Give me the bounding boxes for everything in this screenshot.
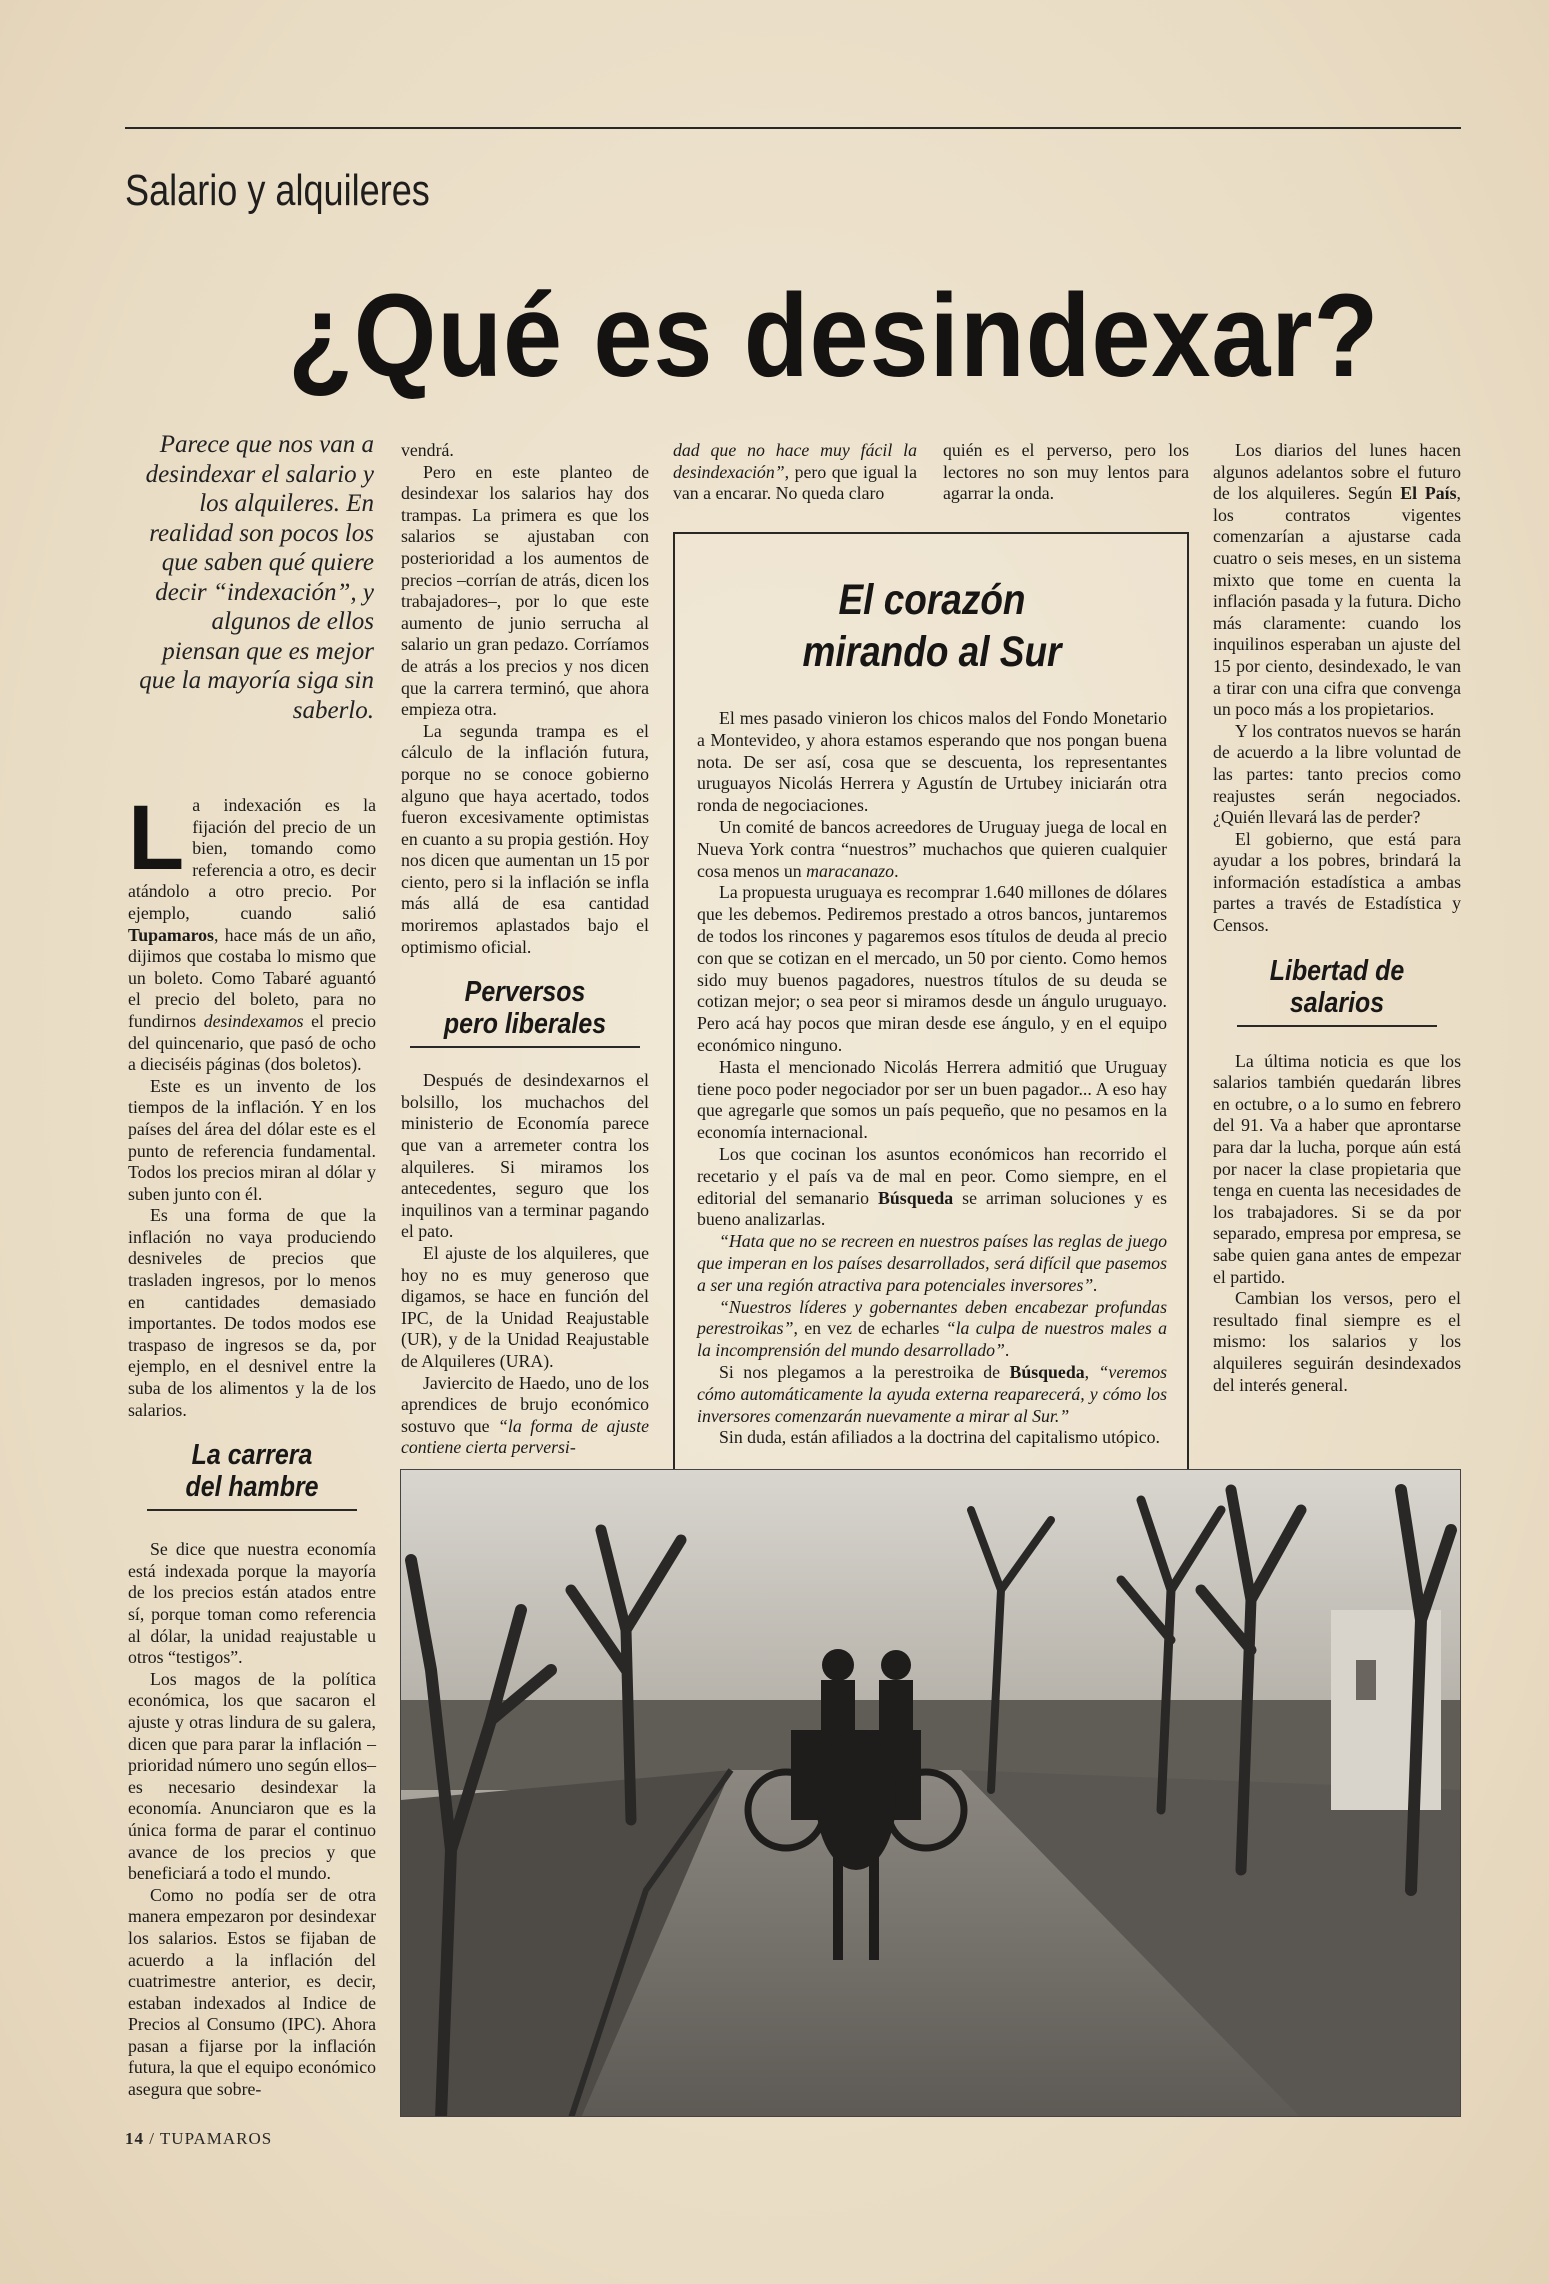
quote: “Nuestros líderes y gobernantes deben encabezar profundas perestroikas”, en vez de echarles “la culpa de nuestros males a la incomprensión del mundo desarrollado”. bbox=[697, 1296, 1168, 1361]
paragraph: El gobierno, que está para ayudar a los pobres, brindará la información estadística a ambas partes a través de Estadística y Censos. bbox=[1213, 828, 1461, 936]
paragraph: Sin duda, están afiliados a la doctrina del capitalismo utópico. bbox=[719, 1427, 1160, 1448]
footer-separator: / bbox=[144, 2129, 160, 2148]
paragraph: quién es el perverso, pero los lectores no son muy lentos para agarrar la onda. bbox=[943, 440, 1189, 504]
paragraph: Hasta el mencionado Nicolás Herrera admitió que Uruguay tiene poco poder negociador por ser un buen pagador... A eso hay que agregarle que somos un país pequeño, que no pesamos en la economía internacional. bbox=[697, 1056, 1167, 1143]
paragraph: Es una forma de que la inflación no vaya produciendo desniveles de precios que trasladen ingresos, por lo menos en cantidades demasiado importantes. De todos modos ese traspaso de ingresos se da, por ejemplo, en el desnivel entre la suba de los alimentos y la de los salarios. bbox=[128, 1205, 376, 1420]
section-title: Salario y alquileres bbox=[125, 166, 430, 215]
subhead-libertad: Libertad de salarios bbox=[1213, 955, 1461, 1027]
subhead-carrera: La carrera del hambre bbox=[128, 1439, 376, 1511]
paragraph: La segunda trampa es el cálculo de la inflación futura, porque no se conoce gobierno alguno que haya acertado, todos fueron excesivamente optimistas en cuanto a su propia gestión. Hoy nos dicen que aumentan un 15 por ciento, pero si la inflación se infla más allá de esa cantidad moriremos aplastados bajo el optimismo oficial. bbox=[401, 720, 649, 957]
box-body bbox=[697, 708, 1167, 1449]
subhead-perversos: Perversos pero liberales bbox=[401, 976, 649, 1048]
paragraph: La propuesta uruguaya es recomprar 1.640 millones de dólares que les debemos. Pediremos prestado a otros bancos, juntaremos de todos los rincones y pagaremos esos títulos de deuda al precio con que se cotizan en el mercado, un 50 por ciento. Como hemos sido muy buenos pagadores, nuestros títulos de su deuda se cotizan mejor; o sea peor si miramos desde un ángulo uruguayo. Pero acá hay pocos que miran desde ese ángulo, y en el equipo económico ninguno. bbox=[697, 882, 1167, 1055]
paragraph: Javiercito de Haedo, uno de los aprendices de brujo económico sostuvo que “la forma de ajuste contiene cierta perversi- bbox=[401, 1372, 650, 1458]
paragraph: Cambian los versos, pero el resultado final siempre es el mismo: los salarios y los alquileres seguirán desindexados del interés general. bbox=[1213, 1288, 1461, 1395]
column-2 bbox=[401, 440, 649, 1459]
column-5 bbox=[1213, 440, 1461, 1396]
paragraph: Un comité de bancos acreedores de Uruguay juega de local en Nueva York contra “nuestros” muchachos que quieren cualquier cosa menos un maracanazo. bbox=[697, 816, 1167, 881]
paragraph: El ajuste de los alquileres, que hoy no es muy generoso que digamos, se hace en función del IPC, de la Unidad Reajustable (UR), y de la Unidad Reajustable de Alquileres (URA). bbox=[401, 1243, 649, 1371]
paragraph: vendrá. bbox=[401, 440, 454, 460]
street-photo bbox=[400, 1469, 1461, 2117]
subhead-rule bbox=[1237, 1025, 1437, 1027]
subhead-rule bbox=[410, 1046, 640, 1048]
paragraph: Pero en este planteo de desindexar los salarios hay dos trampas. La primera es que los salarios se ajustaban con posterioridad a los aumentos de precios –corrían de atrás, dicen los trabajadores–, por lo que este aumento de junio serrucha al salario un gran pedazo. Corríamos de atrás a los precios y nos dicen que la carrera terminó, que ahora empieza otra. bbox=[401, 461, 649, 720]
column-3-top bbox=[673, 440, 917, 505]
column-4-top bbox=[943, 440, 1189, 505]
page-footer bbox=[125, 2129, 272, 2149]
paragraph: Si nos plegamos a la perestroika de Búsqueda, “veremos cómo automáticamente la ayuda externa reaparecerá, y cómo los inversores comenzarán nuevamente a mirar al Sur.” bbox=[697, 1361, 1168, 1426]
drop-cap: L bbox=[128, 787, 185, 889]
paragraph: Se dice que nuestra economía está indexada porque la mayoría de los precios están atados entre sí, porque toman como referencia al dólar, la unidad reajustable u otros “testigos”. bbox=[128, 1539, 376, 1668]
subhead-rule bbox=[147, 1509, 357, 1511]
paragraph: Los que cocinan los asuntos económicos han recorrido el recetario y el país va de mal en peor. Como siempre, en el editorial del semanario Búsqueda se arriman soluciones y es bueno analizarlas. bbox=[697, 1143, 1167, 1230]
sidebar-box bbox=[673, 532, 1189, 1504]
quote: “Hata que no se recreen en nuestros países las reglas de juego que imperan en los países desarrollados, será difícil que pasemos a ser una región atractiva para potenciales inversores”. bbox=[697, 1231, 1167, 1295]
paragraph: La indexación es la fijación del precio de un bien, tomando como referencia a otro, es decir atándolo a otro precio. Por ejemplo, cuando salió Tupamaros, hace más de un año, dijimos que costaba lo mismo que un boleto. Como Tabaré aguantó el precio del boleto, para no fundirnos desindexamos el precio del quincenario, que pasó de ocho a dieciséis páginas (dos boletos). bbox=[128, 787, 376, 1075]
top-rule bbox=[125, 127, 1461, 129]
paragraph: Como no podía ser de otra manera empezaron por desindexar los salarios. Estos se fijaban de acuerdo a la inflación del cuatrimestre anterior, es decir, estaban indexados al Indice de Precios al Consumo (IPC). Ahora pasan a fijarse por la inflación futura, la que el equipo económico asegura que sobre- bbox=[128, 1884, 376, 2100]
headline: ¿Qué es desindexar? bbox=[288, 270, 1380, 402]
paragraph: La última noticia es que los salarios también quedarán libres en octubre, o a lo sumo en febrero del 91. Va a haber que aprontarse para dar la lucha, porque aún está por nacer la clase propietaria que tenga en cuenta las necesidades de los trabajadores. Si se da por separado, empresa por empresa, se sabe quien gana antes de empezar el partido. bbox=[1213, 1050, 1461, 1287]
paragraph: Los diarios del lunes hacen algunos adelantos sobre el futuro de los alquileres. Según El País, los contratos vigentes comenzarían a ajustarse cada cuatro o seis meses, en un sistema mixto que tome en cuenta la inflación pasada y la futura. Dicho más claramente: cuando los inquilinos esperaban un ajuste del 15 por ciento, desindexado, le van a tirar con una cifra que convenga un poco más a los propietarios. bbox=[1213, 440, 1461, 720]
lede: Parece que nos van a desindexar el salario y los alquileres. En realidad son pocos los que saben qué quiere decir “indexación”, y algunos de ellos piensan que es mejor que la mayoría siga sin saberlo. bbox=[139, 431, 374, 724]
publication-name: TUPAMAROS bbox=[159, 2129, 273, 2148]
paragraph: Este es un invento de los tiempos de la inflación. Y en los países del área del dólar este es el punto de referencia fundamental. Todos los precios miran al dólar y suben junto con él. bbox=[128, 1075, 376, 1204]
paragraph: El mes pasado vinieron los chicos malos del Fondo Monetario a Montevideo, y ahora estamos esperando que nos pongan buena nota. De ser así, cosa que se descuenta, los representantes uruguayos Nicolás Herrera y Agustín de Urtubey iniciarán otra ronda de negociaciones. bbox=[697, 708, 1167, 816]
horse-cart-photo-illustration bbox=[401, 1470, 1461, 2117]
paragraph: dad que no hace muy fácil la desindexación”, pero que igual la van a encarar. No queda claro bbox=[673, 440, 917, 504]
paragraph: Después de desindexarnos el bolsillo, los muchachos del ministerio de Economía parece que van a arremeter contra los alquileres. Si miramos los antecedentes, seguro que los inquilinos van a terminar pagando el pato. bbox=[401, 1070, 649, 1242]
paragraph: Y los contratos nuevos se harán de acuerdo a la libre voluntad de las partes: tanto precios como reajustes serán negociados. ¿Quién llevará las de perder? bbox=[1213, 720, 1461, 828]
box-title: El corazón mirando al Sur bbox=[802, 576, 1062, 676]
column-1 bbox=[128, 787, 376, 2101]
page-number: 14 bbox=[125, 2129, 144, 2148]
paragraph: Los magos de la política económica, los que sacaron el ajuste y otras lindura de su galera, dicen que para parar la inflación –prioridad número uno según ellos– es necesario desindexar la economía. Anunciaron que es la única forma de parar el continuo avance de los precios y que beneficiará a todo el mundo. bbox=[128, 1668, 376, 1884]
